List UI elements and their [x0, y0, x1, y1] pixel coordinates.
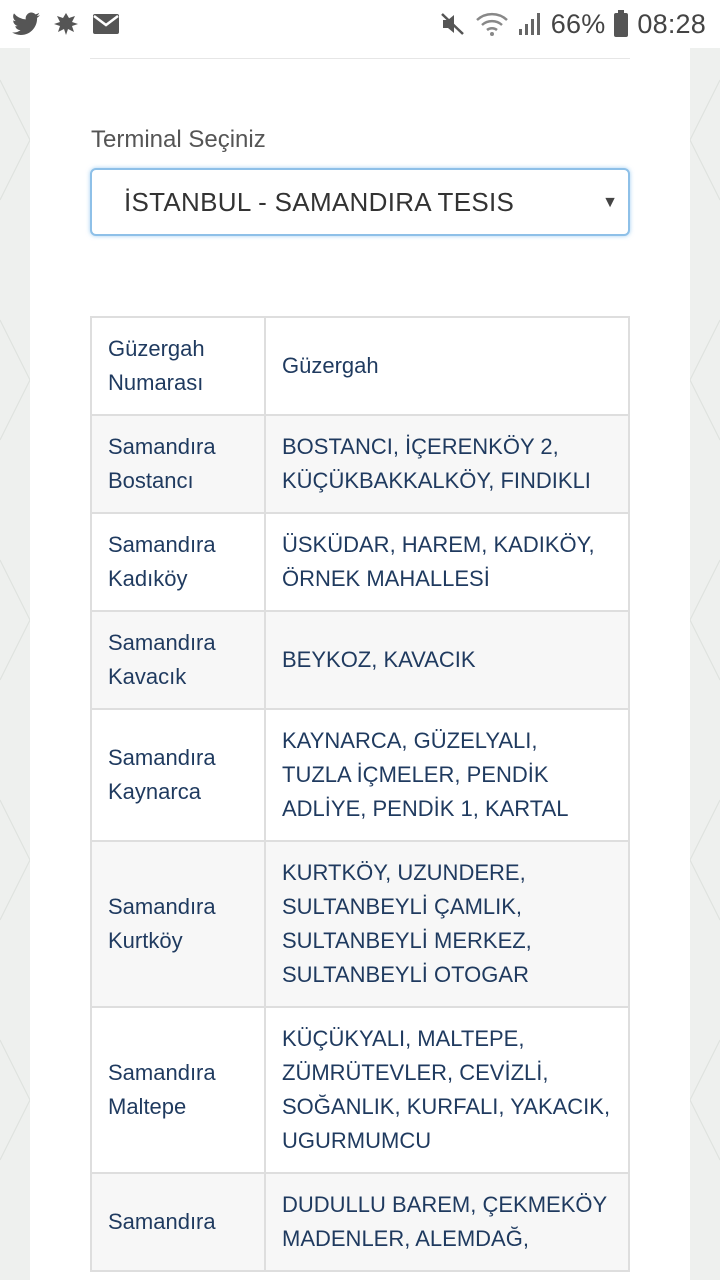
- routes-table: [90, 316, 630, 1272]
- mail-icon: [92, 13, 120, 35]
- table-row: [91, 1007, 629, 1173]
- route-number-cell: Samandıra Kadıköy: [91, 513, 265, 611]
- status-bar: [0, 0, 720, 48]
- route-number-cell: Samandıra Kaynarca: [91, 709, 265, 841]
- table-row: [91, 513, 629, 611]
- notification-app-icon: [52, 11, 80, 37]
- route-cell: BEYKOZ, KAVACIK: [265, 611, 629, 709]
- route-cell: KURTKÖY, UZUNDERE, SULTANBEYLİ ÇAMLIK, SULTANBEYLİ MERKEZ, SULTANBEYLİ OTOGAR: [265, 841, 629, 1007]
- content-card: [30, 48, 690, 1280]
- table-row: [91, 415, 629, 513]
- route-cell: KAYNARCA, GÜZELYALI, TUZLA İÇMELER, PENDİK ADLİYE, PENDİK 1, KARTAL: [265, 709, 629, 841]
- table-row: [91, 841, 629, 1007]
- route-cell: ÜSKÜDAR, HAREM, KADIKÖY, ÖRNEK MAHALLESİ: [265, 513, 629, 611]
- route-cell: BOSTANCI, İÇERENKÖY 2, KÜÇÜKBAKKALKÖY, FINDIKLI: [265, 415, 629, 513]
- terminal-select-value: İSTANBUL - SAMANDIRA TESIS: [124, 186, 515, 217]
- battery-icon: [613, 10, 629, 38]
- route-number-cell: Samandıra: [91, 1173, 265, 1271]
- route-number-cell: Samandıra Kavacık: [91, 611, 265, 709]
- table-row: [91, 709, 629, 841]
- route-cell: DUDULLU BAREM, ÇEKMEKÖY MADENLER, ALEMDAĞ,: [265, 1173, 629, 1271]
- wifi-icon: [475, 11, 509, 37]
- route-number-cell: Samandıra Kurtköy: [91, 841, 265, 1007]
- clock: 08:28: [637, 8, 706, 39]
- header-route: Güzergah: [265, 317, 629, 415]
- table-header-row: [91, 317, 629, 415]
- mute-icon: [439, 11, 467, 37]
- route-number-cell: Samandıra Maltepe: [91, 1007, 265, 1173]
- header-route-number: Güzergah Numarası: [91, 317, 265, 415]
- route-cell: KÜÇÜKYALI, MALTEPE, ZÜMRÜTEVLER, CEVİZLİ, SOĞANLIK, KURFALI, YAKACIK, UGURMUMCU: [265, 1007, 629, 1173]
- status-bar-notifications: [12, 11, 120, 37]
- twitter-icon: [12, 12, 40, 36]
- divider: [90, 58, 630, 59]
- route-number-cell: Samandıra Bostancı: [91, 415, 265, 513]
- battery-percentage: 66%: [550, 8, 606, 39]
- dropdown-caret-icon: ▼: [602, 194, 618, 211]
- terminal-select[interactable]: [90, 168, 630, 236]
- signal-icon: [517, 11, 543, 37]
- terminal-label: Terminal Seçiniz: [91, 126, 266, 153]
- status-bar-system: [439, 9, 706, 40]
- table-row: [91, 611, 629, 709]
- table-row: [91, 1173, 629, 1271]
